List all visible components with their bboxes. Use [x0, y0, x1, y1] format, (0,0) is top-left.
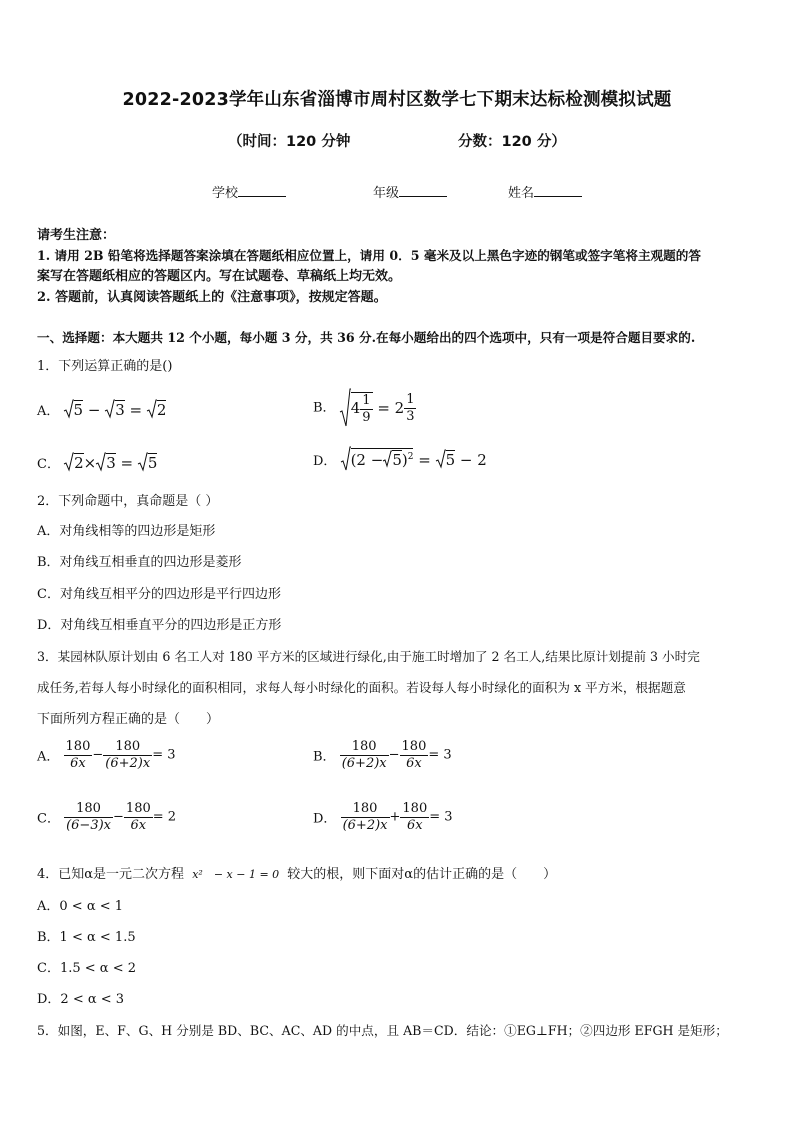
q3-option-d[interactable] — [313, 802, 453, 832]
q1-c-radicand-2: 3 — [106, 454, 116, 472]
q4-stem-pre: 4．已知α是一元二次方程 — [37, 867, 185, 882]
q3-b-label: B． — [313, 749, 336, 765]
school-field[interactable] — [212, 182, 286, 201]
q3-line-2: 成任务,若每人每小时绿化的面积相同，求每人每小时绿化的面积。若设每人每小时绿化的面积为 x 平方米，根据题意 — [37, 680, 686, 695]
q4-stem — [37, 863, 556, 882]
q1-a-radicand-1: 5 — [73, 401, 84, 419]
q1-b-rhs-denominator: 3 — [406, 408, 415, 424]
q1-a-radicand-2: 3 — [115, 401, 125, 419]
q1-option-b[interactable] — [313, 388, 416, 428]
q3-c-den-2: 6x — [130, 817, 147, 833]
q1-c-radicand-1: 2 — [74, 454, 84, 472]
q1-a-equals: = — [129, 401, 143, 419]
name-blank[interactable] — [534, 184, 582, 197]
q1-d-open: (2 − — [350, 451, 384, 469]
q3-option-a[interactable] — [37, 740, 175, 770]
q3-b-den-2: 6x — [406, 755, 422, 771]
school-blank[interactable] — [238, 184, 286, 197]
notice-heading: 请考生注意： — [37, 228, 116, 243]
sqrt-icon — [64, 452, 74, 472]
q3-c-operator: − — [113, 809, 124, 825]
sqrt-icon — [340, 388, 351, 428]
q3-a-rhs: = 3 — [152, 747, 176, 763]
q2-option-a[interactable]: A．对角线相等的四边形是矩形 — [37, 524, 216, 539]
q3-a-num-2: 180 — [103, 740, 152, 756]
q3-d-num-2: 180 — [402, 801, 428, 816]
q1-stem: 1．下列运算正确的是() — [37, 359, 173, 374]
q3-line-1: 3．某园林队原计划由 6 名工人对 180 平方米的区域进行绿化,由于施工时增加了 2 名工人,结果比原计划提前 3 小时完 — [37, 649, 700, 664]
q1-c-equals: = — [120, 454, 134, 472]
q4-option-c[interactable]: C．1.5 < α < 2 — [37, 961, 136, 976]
q1-b-numerator: 1 — [362, 392, 371, 408]
sqrt-icon — [64, 399, 74, 419]
name-field[interactable] — [508, 182, 582, 201]
q1-b-equals: = 2 — [377, 399, 405, 417]
notice-line-1b: 案写在答题纸相应的答题区内。写在试题卷、草稿纸上均无效。 — [37, 269, 402, 284]
section-heading: 一、选择题：本大题共 12 个小题，每小题 3 分，共 36 分.在每小题给出的四个选项中，只有一项是符合题目要求的. — [37, 330, 696, 345]
q1-c-label: C． — [37, 457, 60, 472]
q2-option-c[interactable]: C．对角线互相平分的四边形是平行四边形 — [37, 587, 281, 602]
q1-b-denominator: 9 — [362, 409, 371, 425]
grade-field[interactable] — [373, 182, 447, 201]
q1-option-a[interactable] — [37, 399, 166, 419]
q1-b-label: B． — [313, 400, 336, 416]
name-label: 姓名 — [508, 186, 535, 201]
q3-b-rhs: = 3 — [428, 747, 452, 763]
grade-blank[interactable] — [399, 184, 447, 197]
exam-title: 2022-2023学年山东省淄博市周村区数学七下期末达标检测模拟试题 — [122, 90, 672, 110]
q1-b-whole: 4 — [350, 399, 361, 417]
q3-c-rhs: = 2 — [152, 809, 177, 825]
exam-score: 分数：120 分） — [458, 134, 566, 150]
q1-c-radicand-3: 5 — [147, 454, 158, 472]
grade-label: 年级 — [373, 186, 400, 201]
q3-c-label: C． — [37, 811, 60, 827]
q1-d-tail: − 2 — [459, 451, 487, 469]
exam-time: （时间：120 分钟 — [228, 134, 351, 150]
q3-d-den-2: 6x — [407, 817, 423, 833]
q3-c-num-2: 180 — [125, 801, 151, 816]
q3-a-label: A． — [37, 749, 60, 765]
q3-c-den-1: (6−3)x — [66, 817, 112, 833]
q3-line-3: 下面所列方程正确的是（ ） — [37, 712, 220, 727]
q3-d-operator: + — [389, 809, 401, 825]
q4-option-b[interactable]: B．1 < α < 1.5 — [37, 930, 136, 945]
sqrt-icon — [105, 399, 115, 419]
q1-a-radicand-3: 2 — [156, 401, 167, 419]
q3-b-num-1: 180 — [340, 740, 389, 756]
school-label: 学校 — [212, 186, 239, 201]
q2-option-d[interactable]: D．对角线互相垂直平分的四边形是正方形 — [37, 618, 282, 633]
q4-option-d[interactable]: D．2 < α < 3 — [37, 992, 125, 1007]
q1-d-label: D． — [313, 454, 337, 469]
q1-d-exponent: 2 — [407, 452, 414, 462]
q1-a-label: A． — [37, 404, 60, 419]
q1-d-close: ) — [401, 451, 408, 469]
q3-option-c[interactable] — [37, 802, 176, 832]
q3-b-num-2: 180 — [401, 739, 427, 754]
sqrt-icon — [341, 446, 351, 472]
q3-a-den-1: 6x — [70, 755, 86, 771]
q3-a-den-2: (6+2)x — [105, 755, 151, 771]
q3-b-operator: − — [388, 747, 400, 763]
q5-stem: 5．如图，E、F、G、H 分别是 BD、BC、AC、AD 的中点，且 AB＝CD．结论：①EG⊥FH；②四边形 EFGH 是矩形； — [37, 1023, 728, 1038]
q4-equation: x² − x − 1 = 0 — [192, 868, 280, 881]
sqrt-icon — [147, 399, 157, 419]
q3-b-den-1: (6+2)x — [341, 755, 387, 771]
q3-option-b[interactable] — [313, 740, 452, 770]
q3-d-rhs: = 3 — [429, 809, 453, 825]
sqrt-icon — [96, 452, 106, 472]
sqrt-icon — [436, 449, 446, 469]
q3-a-num-1: 180 — [65, 739, 91, 754]
sqrt-icon — [383, 450, 392, 468]
q4-stem-post: 较大的根，则下面对α的估计正确的是（ ） — [287, 867, 557, 882]
q1-d-rhs-radicand: 5 — [445, 451, 456, 469]
q1-d-radicand: 5 — [392, 451, 402, 469]
q3-a-operator: − — [92, 747, 104, 763]
q3-d-num-1: 180 — [341, 802, 390, 818]
q1-a-minus: − — [87, 401, 101, 419]
q2-option-b[interactable]: B．对角线互相垂直的四边形是菱形 — [37, 555, 242, 570]
notice-line-1a: 1. 请用 2B 铅笔将选择题答案涂填在答题纸相应位置上，请用 0．5 毫米及以上黑色字迹的钢笔或签字笔将主观题的答 — [37, 248, 701, 263]
q3-c-num-1: 180 — [64, 802, 113, 818]
notice-line-2: 2. 答题前，认真阅读答题纸上的《注意事项》，按规定答题。 — [37, 290, 387, 305]
q2-stem: 2．下列命题中，真命题是（ ） — [37, 494, 219, 509]
q3-d-den-1: (6+2)x — [342, 817, 388, 833]
q1-d-equals: = — [418, 451, 431, 469]
q4-option-a[interactable]: A．0 < α < 1 — [37, 899, 124, 914]
q3-d-label: D． — [313, 811, 337, 827]
q1-option-c[interactable] — [37, 452, 157, 472]
q1-option-d[interactable] — [313, 446, 487, 472]
q1-c-times: × — [83, 454, 97, 472]
sqrt-icon — [138, 452, 148, 472]
q1-b-rhs-numerator: 1 — [406, 391, 415, 407]
